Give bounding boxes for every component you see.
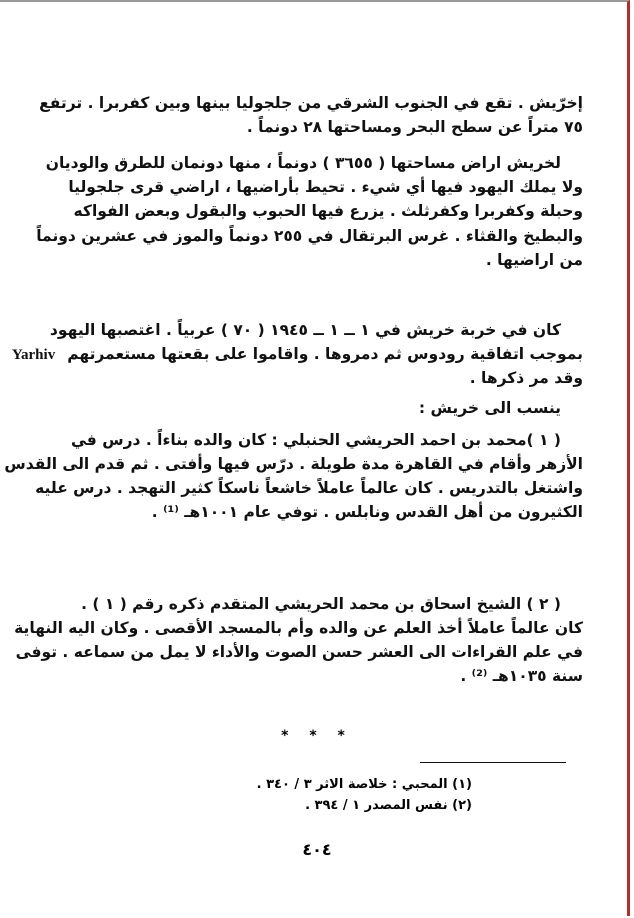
text-line: إخرّيش . تقع في الجنوب الشرقي من جلجوليا بينها وبين كفربرا . ترتفع xyxy=(39,94,583,112)
text-line: ( ٢ ) الشيخ اسحاق بن محمد الحريشي المتقدم ذكره رقم ( ١ ) . xyxy=(81,595,561,613)
text-line: كان في خربة خريش في ١ ــ ١ ــ ١٩٤٥ ( ٧٠ ) عربياً . اغتصبها اليهود xyxy=(49,321,561,339)
text-line: الكثيرون من أهل القدس ونابلس . توفي عام ١٠٠١هـ ⁽¹⁾ . xyxy=(151,503,583,521)
text-line: ٧٥ متراً عن سطح البحر ومساحتها ٢٨ دونماً . xyxy=(246,118,583,136)
text-line: واشتغل بالتدريس . كان عالماً عاملاً خاشعاً ناسكاً كثير التهجد . درس عليه xyxy=(35,479,583,497)
latin-name: Yarhiv xyxy=(11,347,56,363)
text-line: وقد مر ذكرها . xyxy=(469,369,583,387)
footnote-rule xyxy=(420,762,566,763)
section-separator: * * * xyxy=(281,728,353,744)
text-line: كان عالماً عاملاً أخذ العلم عن والده وأم بالمسجد الأقصى . وكان اليه النهاية xyxy=(14,619,583,637)
text-line: لخريش اراض مساحتها ( ٣٦٥٥ ) دونماً ، منها دونمان للطرق والوديان xyxy=(45,154,561,172)
page-number: ٤٠٤ xyxy=(302,840,332,859)
footnote-1: (١) المحبي : خلاصة الاثر ٣ / ٣٤٠ . xyxy=(256,777,472,792)
text-line: الأزهر وأقام في القاهرة مدة طويلة . درّس فيها وأفتى . ثم قدم الى القدس xyxy=(4,455,583,473)
text-line: وحبلة وكفربرا وكفرثلث . يزرع فيها الحبوب والبقول وبعض الفواكه xyxy=(73,202,583,220)
text-line: والبطيخ والقثاء . غرس البرتقال في ٢٥٥ دونماً والموز في عشرين دونماً xyxy=(36,227,583,245)
text-line: بموجب اتفاقية رودوس ثم دمروها . واقاموا على بقعتها مستعمرتهم xyxy=(67,345,583,363)
text-line: من اراضيها . xyxy=(485,251,583,269)
text-line-with-latin xyxy=(11,343,583,366)
footnote-2: (٢) نفس المصدر ١ / ٣٩٤ . xyxy=(305,798,472,813)
text-line: ( ١ )محمد بن احمد الحريشي الحنبلي : كان والده بناءاً . درس في xyxy=(70,431,561,449)
text-line: ينسب الى خريش : xyxy=(418,399,561,417)
text-line: ولا يملك اليهود فيها أي شيء . تحيط بأراضيها ، اراضي قرى جلجوليا xyxy=(68,178,583,196)
text-line: في علم القراءات الى العشر حسن الصوت والأداء لا يمل من سماعه . توفى xyxy=(15,643,583,661)
text-line: سنة ١٠٣٥هـ ⁽²⁾ . xyxy=(460,667,583,685)
